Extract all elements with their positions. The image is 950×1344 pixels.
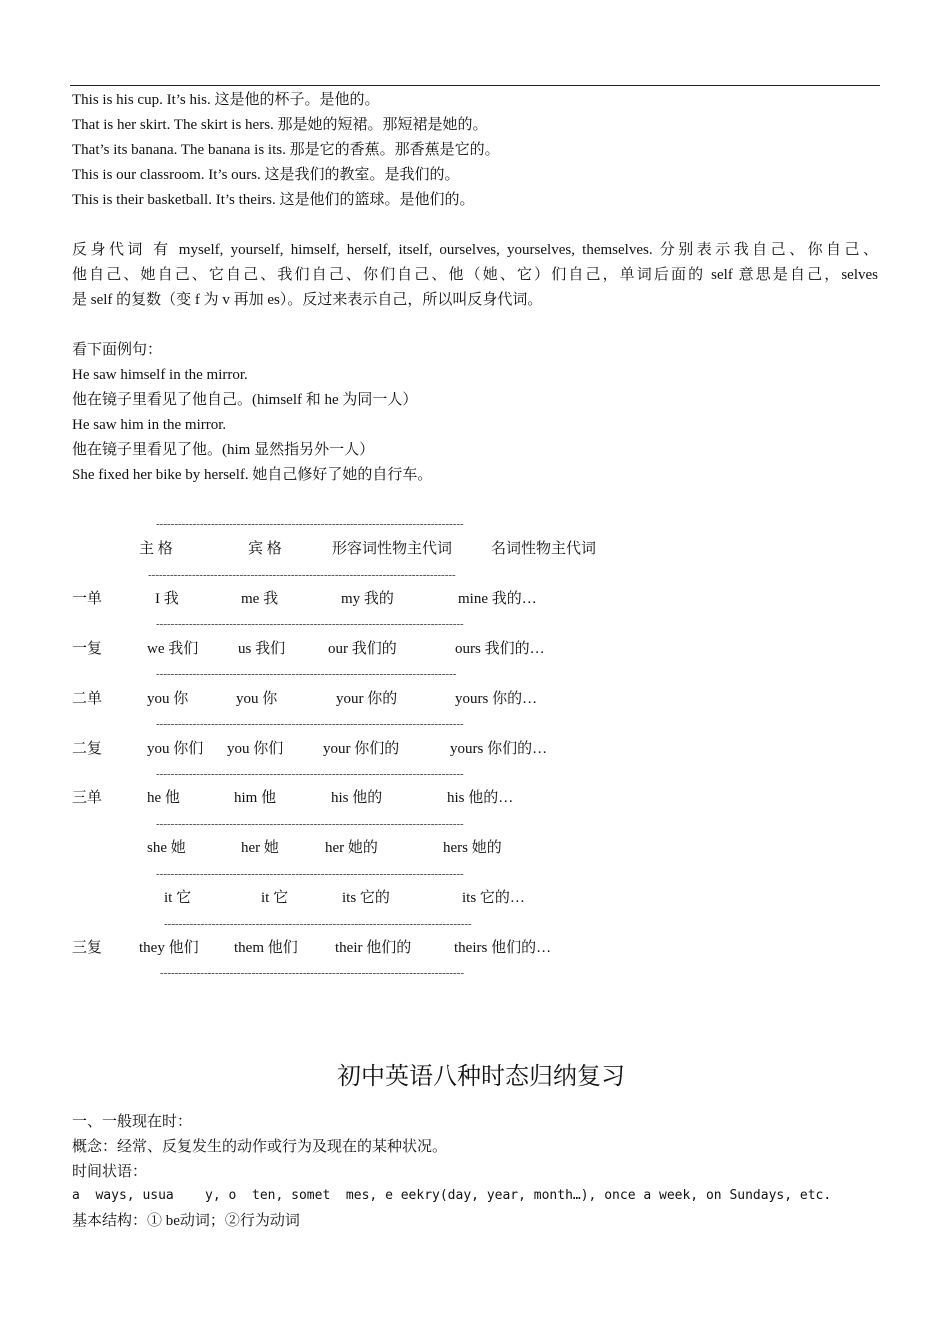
table-divider: ------------------------------------------------------------------------------------ [156, 718, 464, 730]
table-divider: ----------------------------------------------------------------------------------- [160, 967, 465, 979]
table-cell: their 他们的 [335, 940, 412, 956]
example-sentence: She fixed her bike by herself. 她自己修好了她的自行车。 [72, 467, 433, 483]
table-cell: your 你们的 [323, 741, 400, 757]
table-divider: ------------------------------------------------------------------------------------ [156, 618, 464, 630]
table-cell: its 它的 [342, 890, 390, 906]
reflexive-paragraph-line3: 是 self 的复数（变 f 为 v 再加 es）。反过来表示自己，所以叫反身代词。 [72, 292, 543, 308]
reflexive-paragraph-line1: 反身代词 有 myself, yourself, himself, herself, itself, ourselves, yourselves, themselves. 分别表示我自己、你自己、 [72, 242, 878, 258]
example-line: This is his cup. It’s his. 这是他的杯子。是他的。 [72, 92, 380, 108]
table-divider: ------------------------------------------------------------------------------------ [156, 818, 464, 830]
table-cell: her 她 [241, 840, 279, 856]
example-line: That is her skirt. The skirt is hers. 那是她的短裙。那短裙是她的。 [72, 117, 488, 133]
table-cell: my 我的 [341, 591, 394, 607]
table-cell: him 他 [234, 790, 277, 806]
table-cell: you 你们 [227, 741, 284, 757]
table-cell: I 我 [155, 591, 179, 607]
time-adverbials: a ways, usua y, o ten, somet mes, e eekry(day, year, month…), once a week, on Sundays, etc. [72, 1188, 832, 1203]
header-rule [70, 85, 880, 86]
table-header-noun-possessive: 名词性物主代词 [491, 541, 597, 557]
table-row-label: 二复 [72, 741, 103, 757]
reflexive-paragraph-line2: 他自己、她自己、它自己、我们自己、你们自己、他（她、它）们自己，单词后面的 self 意思是自己，selves [72, 267, 878, 283]
table-cell: you 你 [147, 691, 189, 707]
table-cell: it 它 [261, 890, 289, 906]
table-cell: his 他的… [447, 790, 514, 806]
table-divider: ------------------------------------------------------------------------------------ [156, 768, 464, 780]
time-adverbials-label: 时间状语： [72, 1164, 148, 1180]
table-row-label: 三单 [72, 790, 103, 806]
table-cell: them 他们 [234, 940, 298, 956]
table-cell: they 他们 [139, 940, 199, 956]
table-cell: we 我们 [147, 641, 199, 657]
table-cell: he 他 [147, 790, 180, 806]
table-cell: yours 你的… [455, 691, 538, 707]
table-cell: you 你 [236, 691, 278, 707]
table-header-subject: 主 格 [139, 541, 173, 557]
section-title: 初中英语八种时态归纳复习 [337, 1064, 625, 1090]
example-line: That’s its banana. The banana is its. 那是它的香蕉。那香蕉是它的。 [72, 142, 500, 158]
table-cell: hers 她的 [443, 840, 502, 856]
examples-heading: 看下面例句： [72, 342, 163, 358]
table-cell: us 我们 [238, 641, 286, 657]
example-sentence: He saw him in the mirror. [72, 417, 227, 433]
example-line: This is their basketball. It’s theirs. 这是他们的篮球。是他们的。 [72, 192, 475, 208]
example-sentence: 他在镜子里看见了他自己。(himself 和 he 为同一人） [72, 392, 418, 408]
basic-structure: 基本结构：① be动词；②行为动词 [72, 1213, 300, 1229]
table-cell: mine 我的… [458, 591, 537, 607]
table-cell: his 他的 [331, 790, 383, 806]
table-cell: her 她的 [325, 840, 378, 856]
table-header-object: 宾 格 [248, 541, 282, 557]
table-cell: its 它的… [462, 890, 525, 906]
table-cell: our 我们的 [328, 641, 397, 657]
example-sentence: 他在镜子里看见了他。(him 显然指另外一人） [72, 442, 375, 458]
table-header-adjective-possessive: 形容词性物主代词 [332, 541, 453, 557]
table-divider: ------------------------------------------------------------------------------------ [148, 569, 456, 581]
table-divider: ------------------------------------------------------------------------------------ [156, 518, 464, 530]
table-cell: it 它 [164, 890, 192, 906]
table-row-label: 三复 [72, 940, 103, 956]
table-cell: theirs 他们的… [454, 940, 552, 956]
example-line: This is our classroom. It’s ours. 这是我们的教室。是我们的。 [72, 167, 460, 183]
table-cell: ours 我们的… [455, 641, 545, 657]
table-divider: ------------------------------------------------------------------------------------ [156, 868, 464, 880]
tense-concept: 概念：经常、反复发生的动作或行为及现在的某种状况。 [72, 1139, 448, 1155]
table-cell: you 你们 [147, 741, 204, 757]
table-cell: she 她 [147, 840, 186, 856]
table-cell: your 你的 [336, 691, 398, 707]
table-row-label: 一复 [72, 641, 103, 657]
table-row-label: 一单 [72, 591, 103, 607]
table-row-label: 二单 [72, 691, 103, 707]
table-cell: me 我 [241, 591, 279, 607]
table-cell: yours 你们的… [450, 741, 548, 757]
table-divider: ------------------------------------------------------------------------------------ [164, 918, 472, 930]
example-sentence: He saw himself in the mirror. [72, 367, 248, 383]
table-divider: ---------------------------------------------------------------------------------- [156, 668, 457, 680]
tense-heading: 一、一般现在时： [72, 1114, 193, 1130]
